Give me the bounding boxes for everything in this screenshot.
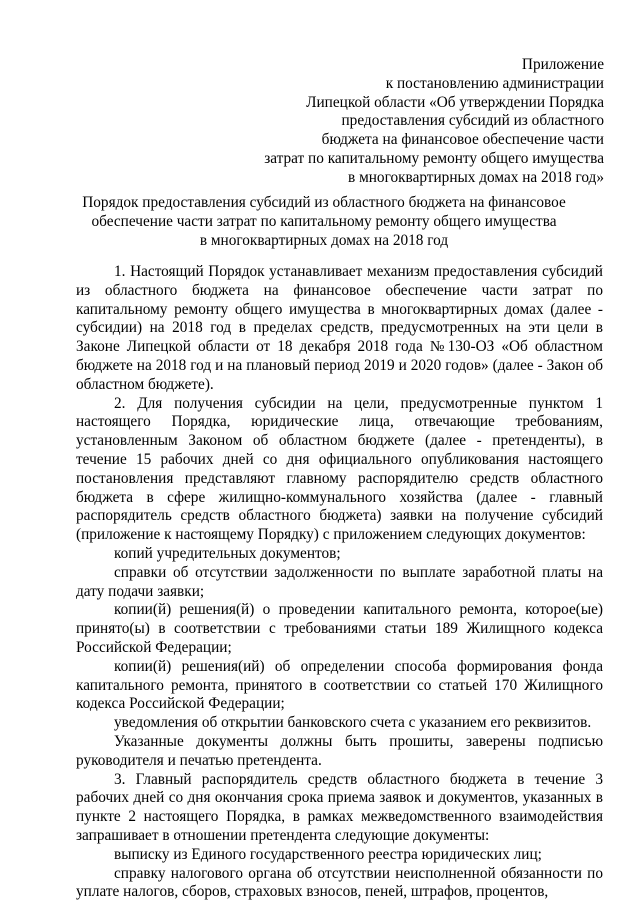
appendix-header: Приложение к постановлению администрации Липецкой области «Об утверждении Порядка предоставления субсидий из областного бюджета на финансовое обеспечение части затрат по капитальному ремонту общего имущества в многоквартирных домах на 2018 год»: [264, 56, 604, 186]
paragraph: копии(й) решения(ий) об определении способа формирования фонда капитального ремонта, принятого в соответствии со статьей 170 Жилищного кодекса Российской Федерации;: [76, 657, 603, 713]
document-body: [76, 263, 603, 902]
paragraph: уведомления об открытии банковского счета с указанием его реквизитов.: [114, 714, 592, 732]
paragraph: копий учредительных документов;: [114, 544, 341, 562]
paragraph: Указанные документы должны быть прошиты, заверены подписью руководителя и печатью претендента.: [76, 732, 603, 769]
paragraph: 3. Главный распорядитель средств областного бюджета в течение 3 рабочих дней со дня окончания срока приема заявок и документов, указанных в пункте 2 настоящего Порядка, в рамках межведомственного взаимодействия запрашивает в отношении претендента следующие документы:: [76, 770, 603, 844]
paragraph: 1. Настоящий Порядок устанавливает механизм предоставления субсидий из областного бюджета на финансовое обеспечение части затрат по капитальному ремонту общего имущества в многоквартирных домах (далее - субсидии) на 2018 год в пределах средств, предусмотренных на эти цели в Законе Липецкой области от 18 декабря 2018 года №130-ОЗ «Об областном бюджете на 2018 год и на плановый период 2019 и 2020 годов» (далее - Закон об областном бюджете).: [76, 263, 603, 393]
paragraph: справки об отсутствии задолженности по выплате заработной платы на дату подачи заявки;: [76, 563, 603, 600]
paragraph: 2. Для получения субсидии на цели, предусмотренные пунктом 1 настоящего Порядка, юридические лица, отвечающие требованиям, установленным Законом об областном бюджете (далее - претенденты), в течение 15 рабочих дней со дня официального опубликования настоящего постановления представляют главному распорядителю средств областного бюджета в сфере жилищно-коммунального хозяйства (далее - главный распорядитель средств областного бюджета) заявки на получение субсидий (приложение к настоящему Порядку) с приложением следующих документов:: [76, 394, 603, 544]
paragraph: копии(й) решения(й) о проведении капитального ремонта, которое(ые) принято(ы) в соответствии с требованиями статьи 189 Жилищного кодекса Российской Федерации;: [76, 601, 603, 656]
document-title: Порядок предоставления субсидий из областного бюджета на финансовое обеспечение части затрат по капитальному ремонту общего имущества в многоквартирных домах на 2018 год: [82, 194, 566, 249]
paragraph: выписку из Единого государственного реестра юридических лиц;: [114, 845, 542, 863]
paragraph: справку налогового органа об отсутствии неисполненной обязанности по уплате налогов, сборов, страховых взносов, пеней, штрафов, процентов,: [76, 864, 603, 901]
